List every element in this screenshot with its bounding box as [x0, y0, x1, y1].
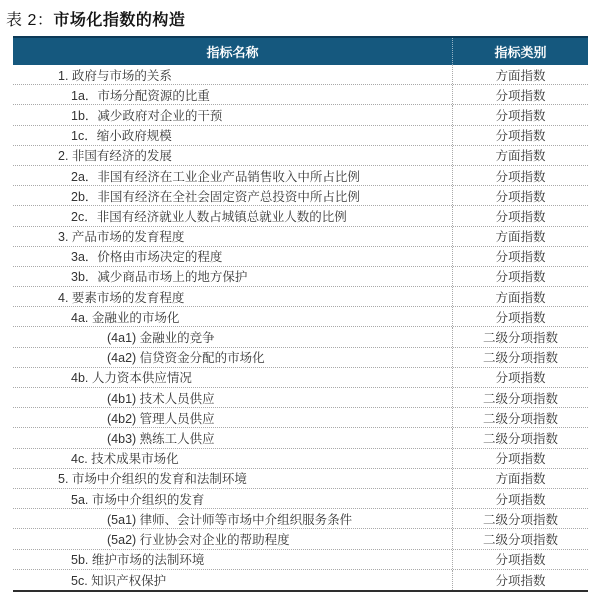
table-row	[13, 206, 588, 226]
indicator-category-cell: 方面指数	[495, 149, 546, 164]
indicator-name-cell: 5b. 维护市场的法制环境	[13, 550, 453, 569]
indicator-category-cell: 分项指数	[495, 108, 546, 123]
indicator-name-cell: 3a．价格由市场决定的程度	[13, 247, 453, 266]
indicator-category-cell: 二级分项指数	[482, 512, 558, 527]
indicator-category-cell: 分项指数	[495, 250, 546, 265]
table-row	[13, 408, 588, 428]
table-row	[13, 570, 588, 590]
indicator-name-cell: 2a．非国有经济在工业企业产品销售收入中所占比例	[13, 166, 453, 185]
indicator-name-cell: (4b3) 熟练工人供应	[13, 428, 453, 447]
indicator-name-cell: 2c．非国有经济就业人数占城镇总就业人数的比例	[13, 206, 453, 225]
indicator-name-cell: 5a. 市场中介组织的发育	[13, 489, 453, 508]
indicator-name-cell: 1c．缩小政府规模	[13, 126, 453, 145]
table-header-row	[13, 36, 588, 65]
table-row	[13, 146, 588, 166]
table-row	[13, 368, 588, 388]
indicator-category-cell: 分项指数	[495, 310, 546, 325]
indicator-name-cell: (4a2) 信贷资金分配的市场化	[13, 348, 453, 367]
indicator-name-cell: (4b2) 管理人员供应	[13, 408, 453, 427]
table-row	[13, 247, 588, 267]
table-title-prefix: 表 2：	[6, 12, 54, 29]
indicator-category-cell: 二级分项指数	[482, 331, 558, 346]
indicator-category-cell: 方面指数	[495, 290, 546, 305]
table-row	[13, 428, 588, 448]
table-row	[13, 85, 588, 105]
indicator-category-cell: 分项指数	[495, 129, 546, 144]
table-row	[13, 509, 588, 529]
indicator-category-cell: 二级分项指数	[482, 532, 558, 547]
table-row	[13, 166, 588, 186]
column-header-indicator-category: 指标类别	[494, 45, 547, 60]
indicator-name-cell: (5a1) 律师、会计师等市场中介组织服务条件	[13, 509, 453, 528]
indicator-category-cell: 方面指数	[495, 68, 546, 83]
indicator-name-cell: 5. 市场中介组织的发育和法制环境	[13, 469, 453, 488]
indicator-category-cell: 分项指数	[495, 452, 546, 467]
indicator-name-cell: 4c. 技术成果市场化	[13, 449, 453, 468]
table-row	[13, 348, 588, 368]
indicator-category-cell: 二级分项指数	[482, 351, 558, 366]
indicator-name-cell: 1a．市场分配资源的比重	[13, 85, 453, 104]
column-header-indicator-name: 指标名称	[13, 38, 453, 65]
indicator-name-cell: 3b．减少商品市场上的地方保护	[13, 267, 453, 286]
table-row	[13, 388, 588, 408]
indicator-category-cell: 分项指数	[495, 189, 546, 204]
table-row	[13, 126, 588, 146]
table-row	[13, 65, 588, 85]
indicator-name-cell: 4a. 金融业的市场化	[13, 307, 453, 326]
indicator-name-cell: 2. 非国有经济的发展	[13, 146, 453, 165]
marketization-index-table	[13, 36, 588, 592]
table-row	[13, 267, 588, 287]
table-row	[13, 186, 588, 206]
indicator-category-cell: 分项指数	[495, 209, 546, 224]
indicator-name-cell: 3. 产品市场的发育程度	[13, 227, 453, 246]
table-row	[13, 449, 588, 469]
table-row	[13, 287, 588, 307]
indicator-category-cell: 方面指数	[495, 230, 546, 245]
indicator-name-cell: 1. 政府与市场的关系	[13, 65, 453, 84]
indicator-category-cell: 二级分项指数	[482, 391, 558, 406]
indicator-category-cell: 分项指数	[495, 88, 546, 103]
indicator-name-cell: (4a1) 金融业的竞争	[13, 327, 453, 346]
indicator-name-cell: (5a2) 行业协会对企业的帮助程度	[13, 529, 453, 548]
indicator-category-cell: 方面指数	[495, 472, 546, 487]
indicator-name-cell: 5c. 知识产权保护	[13, 570, 453, 590]
indicator-category-cell: 二级分项指数	[482, 431, 558, 446]
indicator-category-cell: 分项指数	[495, 573, 546, 588]
table-title	[6, 7, 185, 30]
indicator-name-cell: 4b. 人力资本供应情况	[13, 368, 453, 387]
table-row	[13, 550, 588, 570]
indicator-category-cell: 分项指数	[495, 169, 546, 184]
table-row	[13, 327, 588, 347]
table-row	[13, 529, 588, 549]
table-body	[13, 65, 588, 592]
table-row	[13, 105, 588, 125]
table-row	[13, 469, 588, 489]
indicator-category-cell: 分项指数	[495, 270, 546, 285]
table-row	[13, 307, 588, 327]
indicator-category-cell: 分项指数	[495, 492, 546, 507]
indicator-category-cell: 分项指数	[495, 553, 546, 568]
indicator-category-cell: 分项指数	[495, 371, 546, 386]
table-row	[13, 489, 588, 509]
table-title-text: 市场化指数的构造	[53, 12, 186, 29]
indicator-name-cell: 2b．非国有经济在全社会固定资产总投资中所占比例	[13, 186, 453, 205]
indicator-name-cell: 1b．减少政府对企业的干预	[13, 105, 453, 124]
table-row	[13, 227, 588, 247]
indicator-name-cell: 4. 要素市场的发育程度	[13, 287, 453, 306]
indicator-name-cell: (4b1) 技术人员供应	[13, 388, 453, 407]
indicator-category-cell: 二级分项指数	[482, 411, 558, 426]
